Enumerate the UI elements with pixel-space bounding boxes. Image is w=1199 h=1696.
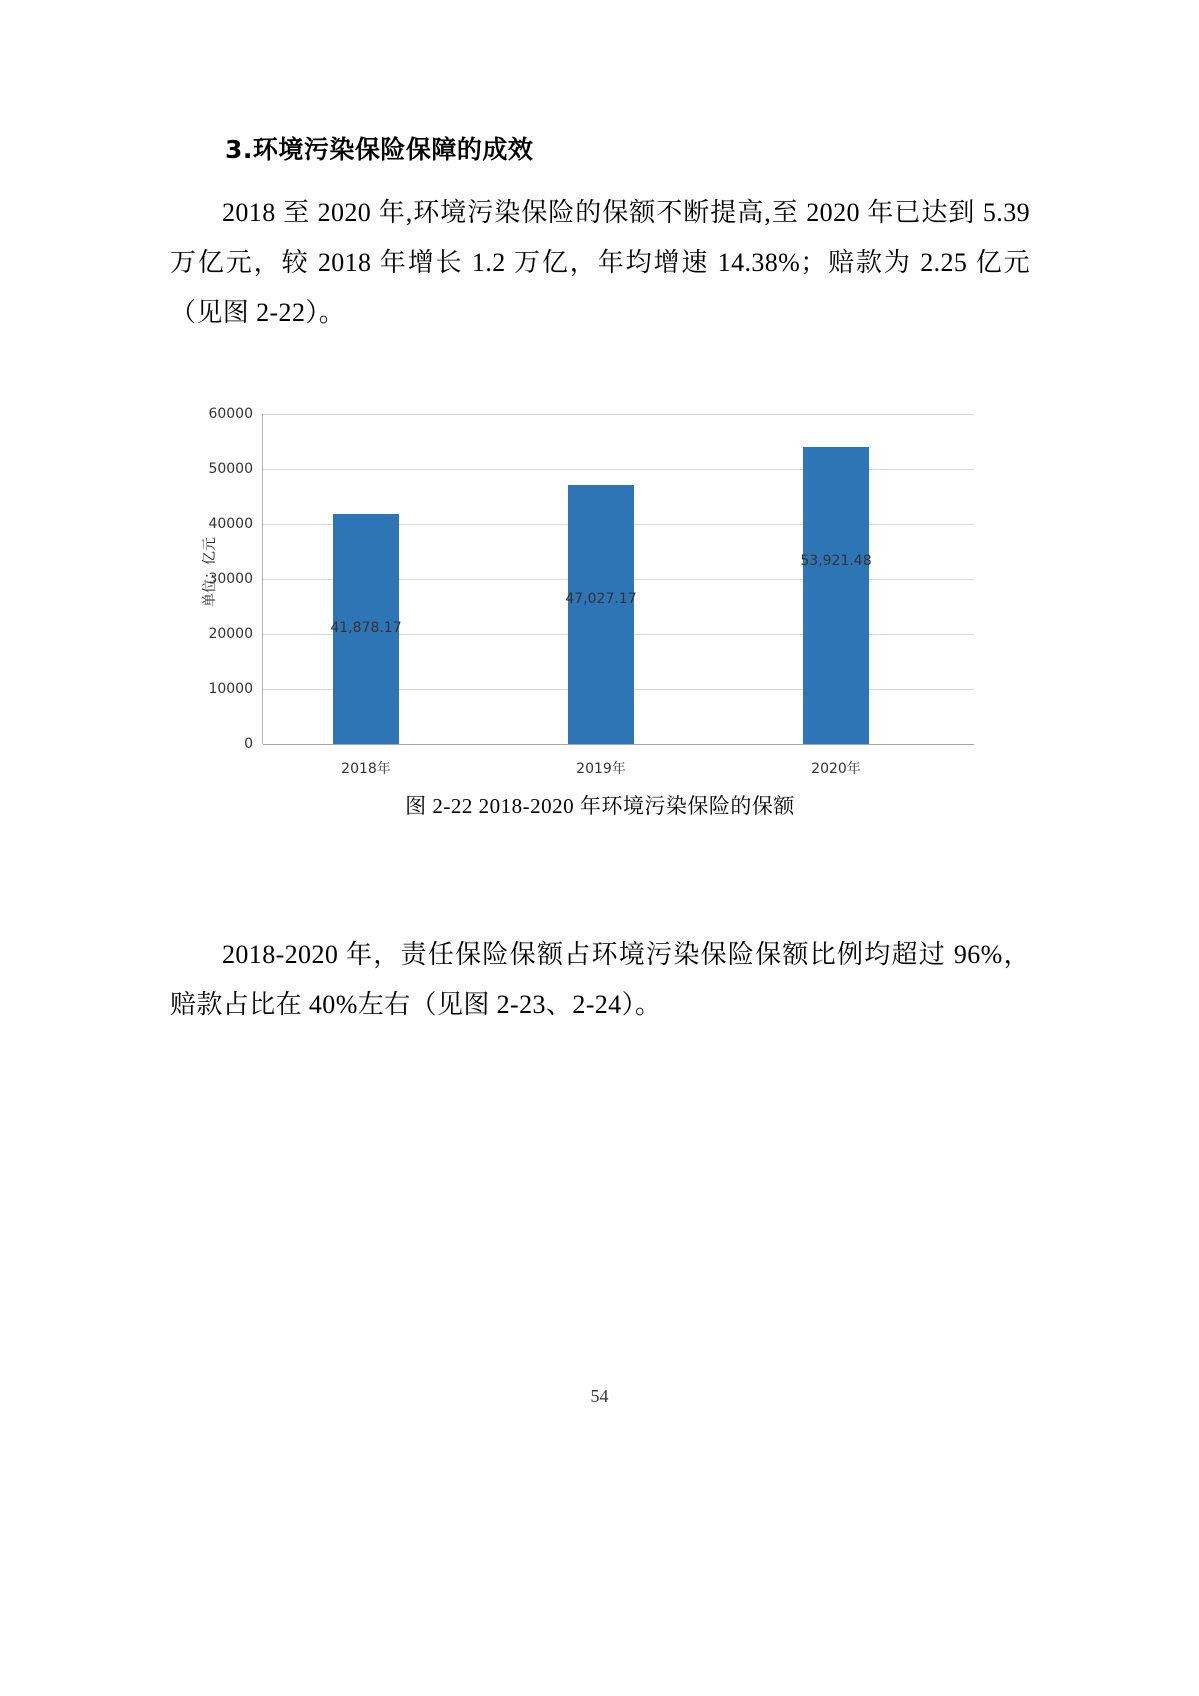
paragraph-1 [170, 188, 1030, 338]
y-tick-label: 10000 [208, 681, 253, 697]
paragraph-2 [170, 930, 1030, 1030]
y-tick-label: 20000 [208, 626, 253, 642]
y-tick-label: 50000 [208, 461, 253, 477]
y-tick-label: 0 [244, 736, 253, 752]
x-tick-label-2018: 2018年 [341, 761, 391, 777]
page-content [170, 130, 1030, 1030]
bar-2019[interactable] [568, 485, 634, 744]
bar-value-label-2020: 53,921.48 [800, 553, 872, 569]
y-tick-label: 30000 [208, 571, 253, 587]
y-tick-label: 60000 [208, 406, 253, 422]
paragraph-1-text: 2018 至 2020 年,环境污染保险的保额不断提高,至 2020 年已达到 5.39 万亿元，较 2018 年增长 1.2 万亿，年均增速 14.38%；赔款为 2.25 亿元（见图 2-22）。 [170, 198, 1030, 327]
page-number: 54 [590, 1386, 609, 1406]
figure-caption: 图 2-22 2018-2020 年环境污染保险的保额 [405, 794, 795, 818]
bar-value-label-2019: 47,027.17 [565, 591, 637, 607]
bar-value-label-2018: 41,878.17 [330, 620, 402, 636]
x-tick-label-2019: 2019年 [576, 761, 626, 777]
paragraph-2-text: 2018-2020 年，责任保险保额占环境污染保险保额比例均超过 96%，赔款占比在 40%左右（见图 2-23、2-24）。 [170, 940, 1030, 1019]
y-tick-label: 40000 [208, 516, 253, 532]
gridline-60000 [263, 414, 974, 415]
x-axis-line [263, 744, 974, 745]
bar-chart [170, 392, 1030, 792]
y-axis-title: 单位：亿元 [202, 537, 218, 607]
bar-2020[interactable] [803, 447, 869, 744]
section-heading: 3.环境污染保险保障的成效 [225, 135, 534, 164]
figure-2-22 [170, 392, 1030, 818]
x-tick-label-2020: 2020年 [811, 761, 861, 777]
